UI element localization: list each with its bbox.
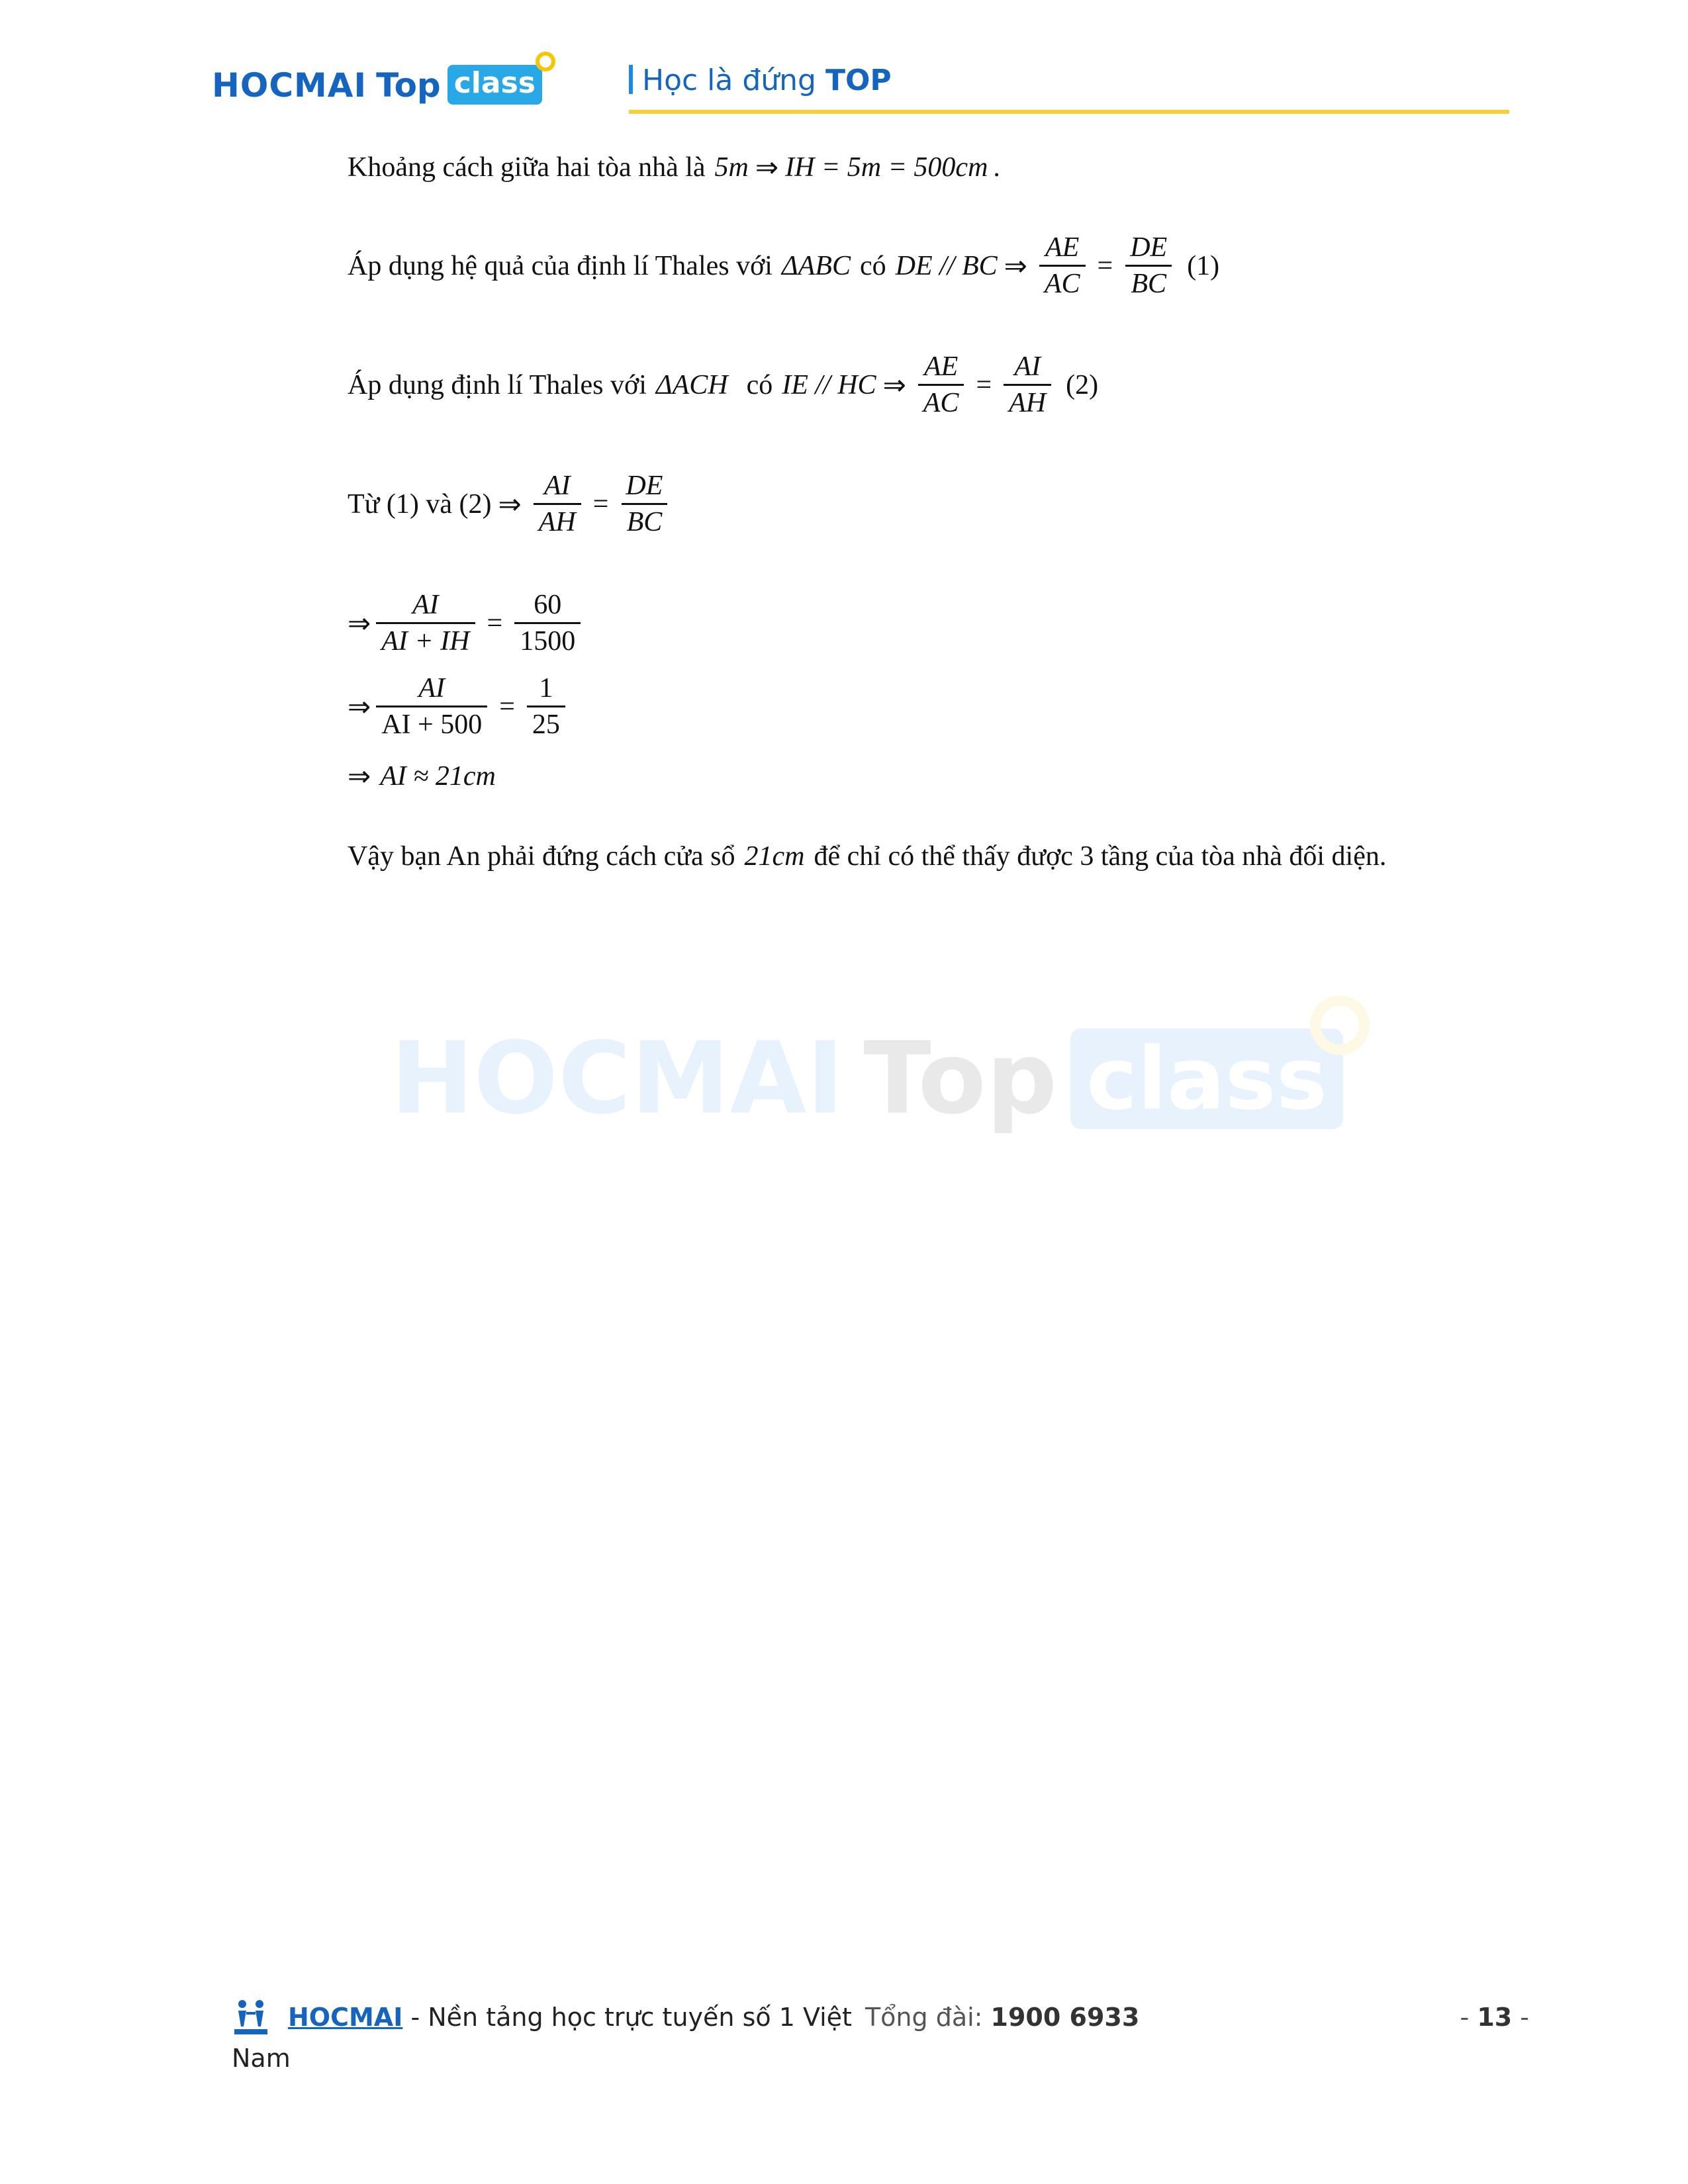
line-result bbox=[348, 760, 496, 793]
page-number-value: 13 bbox=[1477, 2003, 1513, 2032]
line3-arrow: ⇒ bbox=[882, 370, 906, 401]
gear-icon bbox=[536, 52, 555, 71]
watermark-top: Top bbox=[863, 1021, 1058, 1136]
line2-co: có bbox=[859, 250, 886, 281]
line-distance bbox=[348, 151, 1000, 184]
line-step1 bbox=[348, 589, 586, 657]
line6-arrow: ⇒ bbox=[348, 692, 371, 723]
line4-fraction1: $\frac{AI}{AH}$ bbox=[534, 470, 581, 538]
watermark-hocmai: HOCMAI bbox=[391, 1021, 844, 1136]
line5-equals: = bbox=[487, 608, 503, 639]
line5-arrow: ⇒ bbox=[348, 608, 371, 639]
line4-equals: = bbox=[592, 488, 609, 520]
line3-triangle: ΔACH bbox=[655, 369, 728, 400]
line1-end: . bbox=[993, 152, 1000, 183]
watermark-logo bbox=[391, 993, 1370, 1165]
line2-tag: (1) bbox=[1187, 250, 1220, 281]
line5-fraction1: $\frac{AI}{AI + IH}$ bbox=[376, 589, 475, 657]
line1-arrow: ⇒ bbox=[755, 153, 779, 183]
line5-fraction2: $\frac{60}{1500}$ bbox=[514, 589, 581, 657]
logo-class-badge bbox=[447, 65, 542, 105]
line4-fraction2: $\frac{DE}{BC}$ bbox=[620, 470, 668, 538]
page-prefix: - bbox=[1460, 2003, 1477, 2032]
footer-hotline: 1900 6933 bbox=[990, 2003, 1140, 2032]
tagline-bold: TOP bbox=[825, 64, 892, 97]
line3-fraction1: $\frac{AE}{AC}$ bbox=[918, 351, 964, 419]
footer-nam: Nam bbox=[232, 2044, 291, 2073]
watermark-class-badge bbox=[1070, 1028, 1343, 1129]
line2-triangle: ΔABC bbox=[781, 250, 851, 281]
page-number bbox=[1460, 2003, 1529, 2032]
tagline-bar bbox=[629, 65, 633, 94]
line3-parallel: IE // HC bbox=[782, 369, 876, 400]
line2-parallel: DE // BC bbox=[895, 250, 998, 281]
line-thales-2 bbox=[348, 351, 1098, 419]
line2-fraction2: $\frac{DE}{BC}$ bbox=[1125, 232, 1172, 300]
hocmai-people-icon bbox=[232, 1997, 270, 2036]
line3-equals: = bbox=[976, 369, 992, 400]
line2-arrow: ⇒ bbox=[1004, 251, 1027, 282]
footer-description: - Nền tảng học trực tuyến số 1 Việt bbox=[402, 2003, 852, 2032]
header-divider bbox=[629, 110, 1509, 114]
logo-hocmai-text: HOCMAI bbox=[212, 66, 367, 105]
line4-arrow: ⇒ bbox=[498, 489, 522, 520]
line8-math: 21cm bbox=[744, 841, 805, 872]
line3-co: có bbox=[746, 369, 773, 400]
logo-class-text: class bbox=[453, 66, 536, 100]
line1-math1: 5m bbox=[714, 152, 749, 183]
line-step2 bbox=[348, 672, 571, 741]
watermark-gear-icon bbox=[1310, 995, 1370, 1055]
footer-hotline-label: Tổng đài: bbox=[865, 2003, 991, 2032]
line6-fraction2: $\frac{1}{25}$ bbox=[527, 672, 565, 741]
line-thales-1 bbox=[348, 232, 1219, 300]
line6-equals: = bbox=[499, 691, 515, 722]
watermark-class: class bbox=[1086, 1028, 1328, 1129]
line3-text: Áp dụng định lí Thales với bbox=[348, 369, 647, 400]
line-combine bbox=[348, 470, 673, 538]
line3-tag: (2) bbox=[1066, 369, 1099, 400]
line8-text-a: Vậy bạn An phải đứng cách cửa sổ bbox=[348, 841, 735, 872]
hocmai-topclass-logo bbox=[212, 58, 542, 105]
line7-arrow: ⇒ bbox=[348, 762, 371, 792]
tagline-prefix: Học là đứng bbox=[642, 64, 825, 97]
line7-math: AI ≈ 21cm bbox=[380, 761, 496, 792]
line8-text-b: để chỉ có thể thấy được 3 tầng của tòa nhà đối diện. bbox=[814, 841, 1387, 872]
header-tagline bbox=[629, 64, 892, 97]
line2-text: Áp dụng hệ quả của định lí Thales với bbox=[348, 250, 773, 281]
line1-math2: IH = 5m = 500cm bbox=[785, 152, 988, 183]
line2-equals: = bbox=[1097, 250, 1113, 281]
footer-brand-link[interactable]: HOCMAI bbox=[288, 2003, 403, 2032]
footer-text bbox=[288, 2003, 1139, 2032]
line-conclusion bbox=[348, 841, 1386, 872]
line3-fraction2: $\frac{AI}{AH}$ bbox=[1004, 351, 1051, 419]
page-header bbox=[212, 52, 1509, 118]
line1-text: Khoảng cách giữa hai tòa nhà là bbox=[348, 152, 706, 183]
page-suffix: - bbox=[1512, 2003, 1529, 2032]
logo-top-text: Top bbox=[376, 66, 441, 105]
line4-text: Từ (1) và (2) bbox=[348, 488, 492, 520]
line6-fraction1: $\frac{AI}{AI + 500}$ bbox=[376, 672, 487, 741]
line2-fraction1: $\frac{AE}{AC}$ bbox=[1039, 232, 1086, 300]
